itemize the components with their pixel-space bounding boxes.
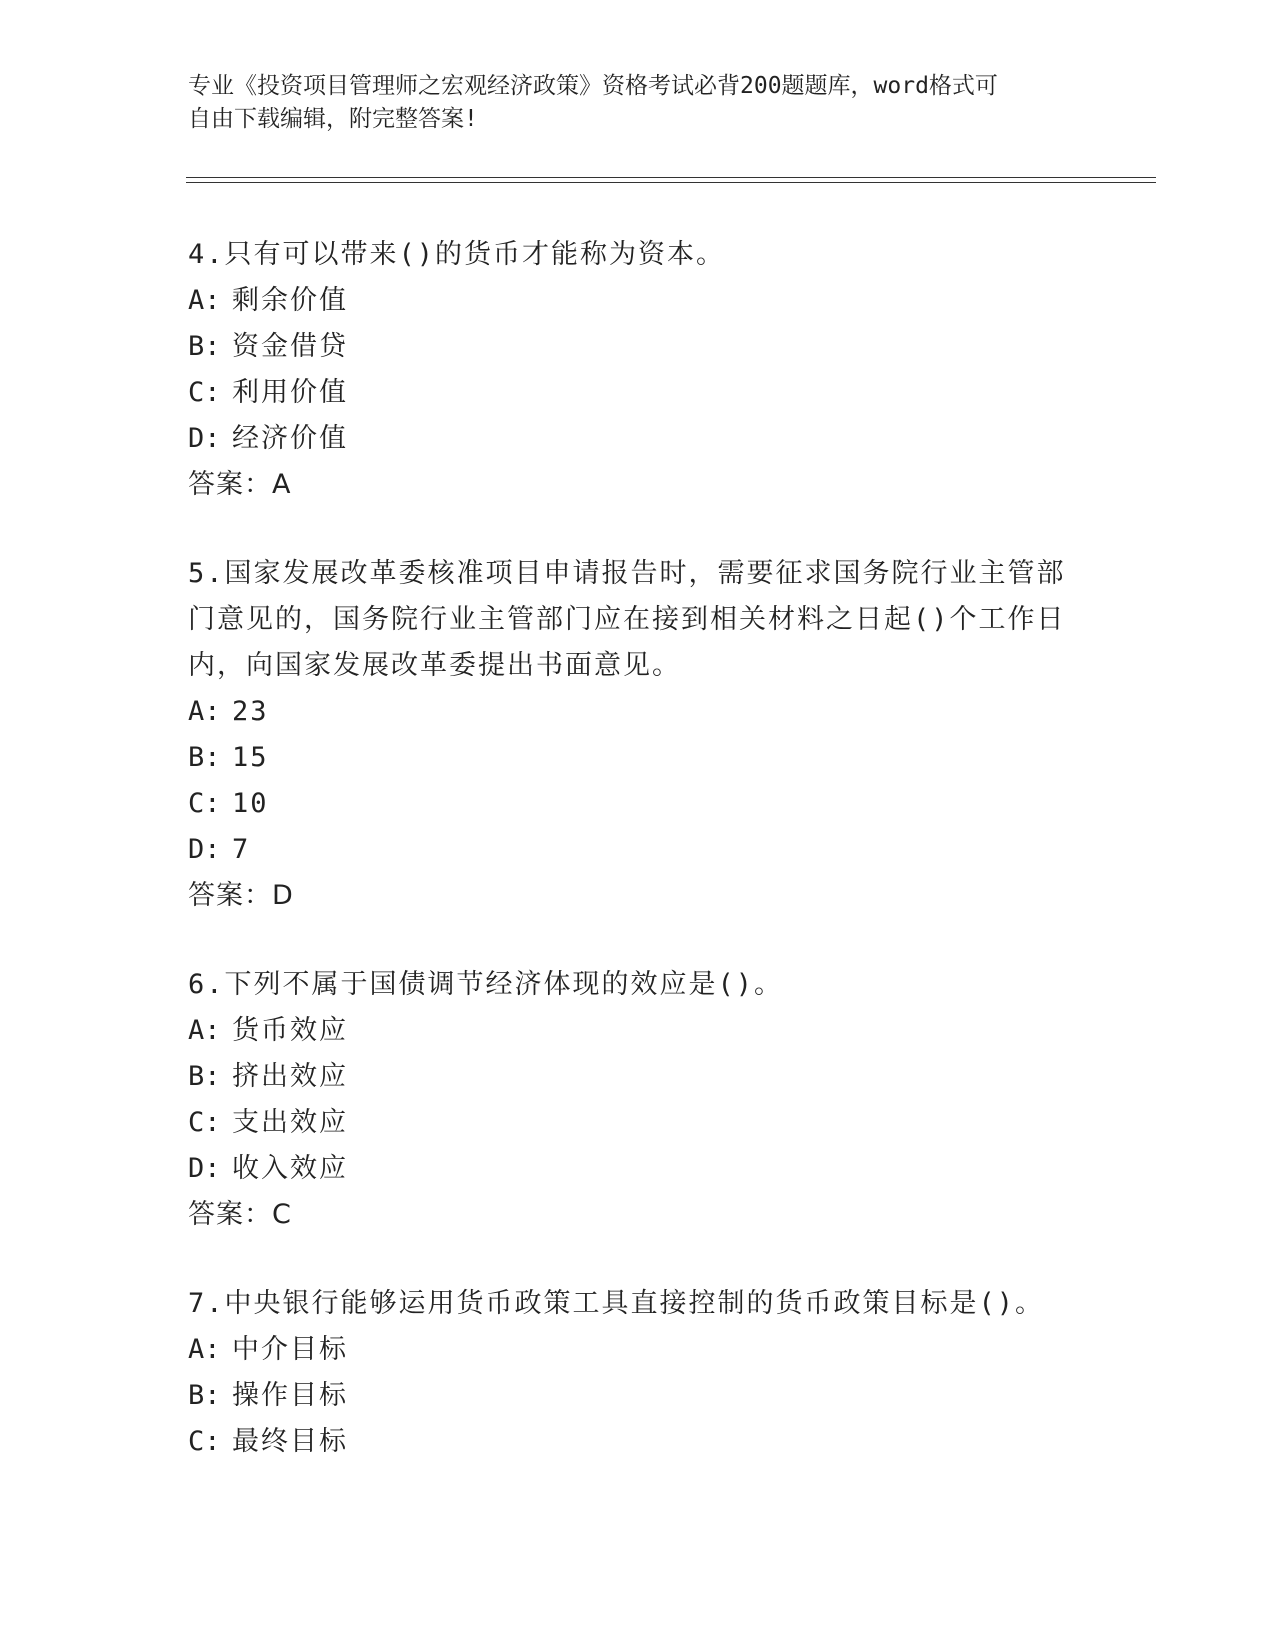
option-letter: C: [188, 788, 221, 819]
option-letter: B: [188, 331, 221, 362]
option-a [188, 1008, 1068, 1054]
question-4 [188, 232, 1068, 508]
option-letter: D: [188, 423, 221, 454]
header-divider-bottom [186, 182, 1156, 183]
header-divider-top [186, 177, 1156, 178]
option-text: 挤出效应 [232, 1061, 348, 1092]
option-letter: C: [188, 377, 221, 408]
document-header [188, 70, 1068, 136]
option-b [188, 1054, 1068, 1100]
option-d [188, 1146, 1068, 1192]
option-b [188, 1373, 1068, 1419]
option-a [188, 1327, 1068, 1373]
option-c [188, 781, 1068, 827]
header-line-2: 自由下载编辑，附完整答案! [188, 106, 478, 132]
option-letter: B: [188, 1061, 221, 1092]
option-text: 中介目标 [232, 1334, 348, 1365]
option-text: 10 [232, 788, 269, 819]
option-letter: D: [188, 834, 221, 865]
option-text: 剩余价值 [232, 285, 348, 316]
option-text: 15 [232, 742, 269, 773]
option-text: 利用价值 [232, 377, 348, 408]
option-a [188, 689, 1068, 735]
question-stem: 4.只有可以带来()的货币才能称为资本。 [188, 239, 726, 270]
question-stem: 6.下列不属于国债调节经济体现的效应是()。 [188, 969, 784, 1000]
option-b [188, 324, 1068, 370]
option-text: 货币效应 [232, 1015, 348, 1046]
option-d [188, 827, 1068, 873]
option-d [188, 416, 1068, 462]
option-text: 操作目标 [232, 1380, 348, 1411]
question-list [188, 232, 1068, 1508]
option-text: 支出效应 [232, 1107, 348, 1138]
option-letter: C: [188, 1426, 221, 1457]
option-c [188, 1419, 1068, 1465]
option-letter: D: [188, 1153, 221, 1184]
option-letter: A: [188, 1015, 221, 1046]
answer-line: 答案：A [188, 469, 292, 500]
question-stem: 7.中央银行能够运用货币政策工具直接控制的货币政策目标是()。 [188, 1288, 1045, 1319]
option-letter: A: [188, 1334, 221, 1365]
option-letter: B: [188, 742, 221, 773]
option-letter: A: [188, 285, 221, 316]
option-text: 最终目标 [232, 1426, 348, 1457]
answer-line: 答案：C [188, 1199, 292, 1230]
question-6 [188, 962, 1068, 1238]
option-a [188, 278, 1068, 324]
option-c [188, 370, 1068, 416]
option-b [188, 735, 1068, 781]
question-7 [188, 1281, 1068, 1465]
header-line-1: 专业《投资项目管理师之宏观经济政策》资格考试必背200题题库，word格式可 [188, 73, 998, 99]
answer-line: 答案：D [188, 880, 294, 911]
option-letter: C: [188, 1107, 221, 1138]
question-5 [188, 551, 1068, 919]
option-letter: A: [188, 696, 221, 727]
option-text: 收入效应 [232, 1153, 348, 1184]
question-stem: 5.国家发展改革委核准项目申请报告时，需要征求国务院行业主管部门意见的，国务院行业主管部门应在接到相关材料之日起()个工作日内，向国家发展改革委提出书面意见。 [188, 558, 1066, 681]
option-letter: B: [188, 1380, 221, 1411]
option-c [188, 1100, 1068, 1146]
option-text: 23 [232, 696, 269, 727]
option-text: 资金借贷 [232, 331, 348, 362]
option-text: 7 [232, 834, 251, 865]
option-text: 经济价值 [232, 423, 348, 454]
